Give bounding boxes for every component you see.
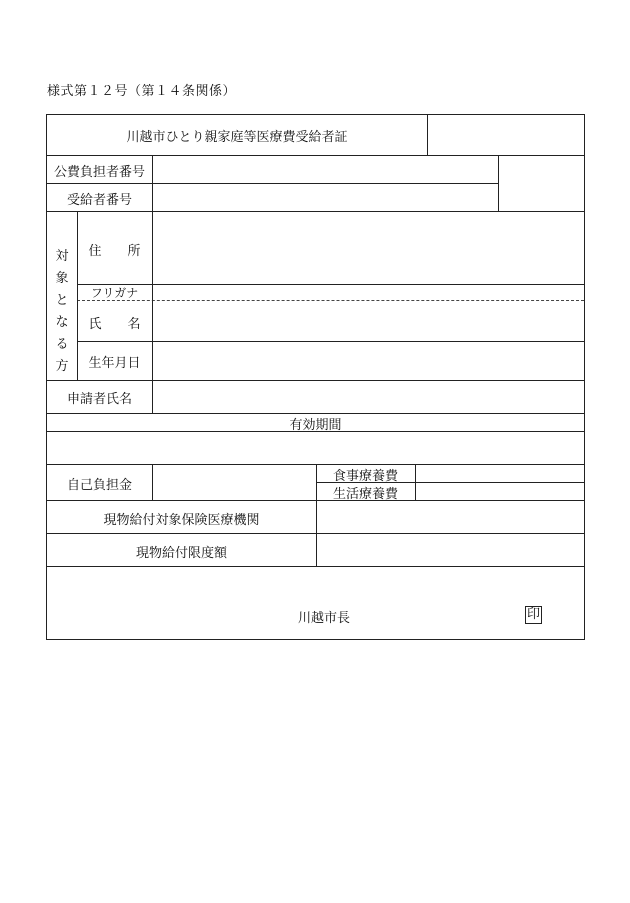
row-divider (77, 341, 584, 342)
applicant-name-label: 申請者氏名 (66, 392, 132, 407)
public-burden-number-label: 公費負担者番号 (53, 165, 145, 180)
recipient-number-label: 受給者番号 (66, 193, 132, 208)
self-pay-label: 自己負担金 (66, 478, 132, 493)
col-divider (498, 155, 499, 211)
issuer-label: 川越市長 (298, 611, 351, 626)
row-divider (77, 284, 584, 285)
name-label: 氏 名 (88, 317, 141, 332)
col-divider (415, 464, 416, 500)
row-divider (47, 155, 584, 156)
col-divider (427, 115, 428, 155)
meal-cost-label: 食事療養費 (332, 469, 398, 484)
living-cost-label: 生活療養費 (332, 487, 398, 502)
benefit-limit-label: 現物給付限度額 (135, 546, 227, 561)
row-divider (47, 566, 584, 567)
form-number: 様式第１２号（第１４条関係） (47, 84, 237, 99)
institution-label: 現物給付対象保険医療機関 (103, 513, 260, 528)
form-title: 川越市ひとり親家庭等医療費受給者証 (126, 130, 348, 145)
certificate-form (46, 114, 585, 640)
row-divider (47, 380, 584, 381)
validity-period-label: 有効期間 (289, 418, 342, 433)
row-divider (47, 211, 584, 212)
col-divider (152, 380, 153, 413)
col-divider (152, 211, 153, 380)
birthdate-label: 生年月日 (88, 356, 141, 371)
subject-person-label: 対 象 と な る 方 (55, 249, 69, 374)
seal-mark: 印 (527, 607, 541, 622)
row-divider (47, 183, 498, 184)
col-divider (152, 155, 153, 211)
furigana-divider (77, 300, 584, 301)
furigana-label: フリガナ (90, 286, 139, 300)
address-label: 住 所 (88, 244, 141, 259)
col-divider (152, 464, 153, 500)
